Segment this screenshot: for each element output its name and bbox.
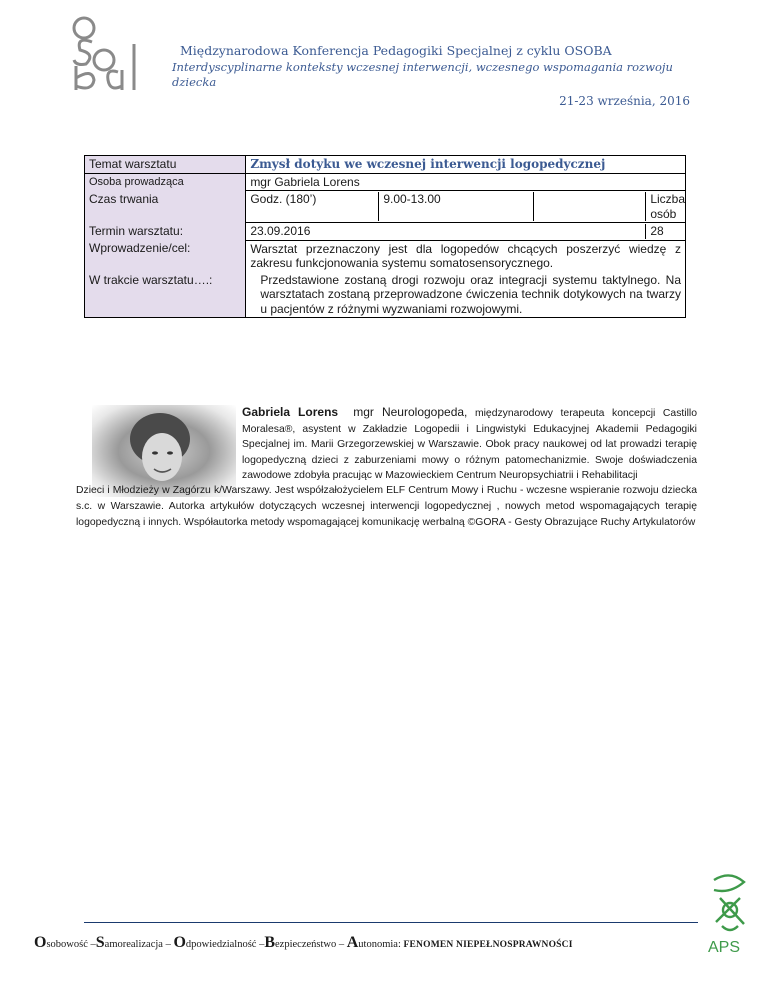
time-value: 9.00-13.00: [378, 192, 533, 221]
people-value: 28: [645, 224, 685, 239]
workshop-table: [84, 155, 686, 318]
footer-motto: Osobowość –Samorealizacja – Odpowiedzialność –Bezpieczeństwo – Autonomia: FENOMEN NIEPEŁNOSPRAWNOŚCI: [34, 934, 573, 951]
table-row: [85, 272, 686, 318]
duration-value: Godz. (180’): [250, 192, 317, 206]
people-label: Liczba osób: [645, 192, 685, 221]
table-row: [85, 223, 686, 241]
topic-label: Temat warsztatu: [85, 156, 246, 174]
table-row: [85, 173, 686, 191]
osoba-logo: [62, 14, 162, 94]
topic-value: Zmysł dotyku we wczesnej interwencji logopedycznej: [246, 156, 686, 174]
leader-label: Osoba prowadząca: [85, 173, 246, 191]
conference-title: Międzynarodowa Konferencja Pedagogiki Specjalnej z cyklu OSOBA: [180, 43, 612, 58]
bio-paragraph-1: międzynarodowy terapeuta koncepcji Castillo Moralesa®, asystent w Zakładzie Logopedii i Lingwistyki Edukacyjnej Akademii Pedagogiki Specjalnej im. Marii Grzegorzewskiej w Warszawie. Obok pracy naukowej od lat prowadzi terapię logopedyczną dzieci z zaburzeniami mowy o różnym patomechanizmie. Swoje doświadczenia zawodowe zdobyła pracując w Mazowieckiem Centrum Neuropsychiatrii i Rehabilitacji: [242, 408, 697, 482]
bio-text-float: [242, 405, 697, 484]
date-value: 23.09.2016: [250, 224, 311, 238]
conference-date: 21-23 września, 2016: [559, 94, 690, 108]
conference-subtitle: Interdyscyplinarne konteksty wczesnej interwencji, wczesnego wspomagania rozwoju dziecka: [172, 60, 673, 89]
duration-label: Czas trwania: [85, 191, 246, 223]
intro-label: Wprowadzenie/cel:: [85, 240, 246, 272]
aps-logo: [700, 864, 758, 964]
bio-title: mgr Neurologopeda,: [353, 405, 468, 419]
intro-value: Warsztat przeznaczony jest dla logopedów chcących poszerzyć wiedzę z zakresu funkcjonowania systemu somatosensorycznego.: [246, 240, 686, 272]
bio-name: Gabriela Lorens: [242, 405, 339, 419]
aps-logo-text: APS: [708, 939, 741, 956]
footer-divider: [84, 922, 698, 923]
table-row: [85, 156, 686, 174]
during-value: Przedstawione zostaną drogi rozwoju oraz integracji systemu taktylnego. Na warsztatach zostaną przeprowadzone ćwiczenia technik dotykowych na twarzy u pacjentów z różnymi wyzwaniami rozwojowymi.: [246, 272, 686, 318]
leader-value: mgr Gabriela Lorens: [246, 173, 686, 191]
svg-text:osoba: osoba: [62, 14, 65, 15]
bio-paragraph-2: Dzieci i Młodzieży w Zagórzu k/Warszawy. Jest współzałożycielem ELF Centrum Mowy i Ruchu - wczesne wspieranie rozwoju dziecka s.c. w Warszawie. Autorka artykułów dotyczących wczesnej interwencji logopedycznej , nowych metod wspomagających terapię logopedyczną i innych. Współautorka metody wspomagającej komunikację werbalną ©GORA - Gesty Obrazujące Ruchy Artykulatorów: [76, 485, 697, 528]
table-row: [85, 240, 686, 272]
table-row: [85, 191, 686, 223]
during-label: W trakcie warsztatu….:: [85, 272, 246, 318]
date-label: Termin warsztatu:: [85, 223, 246, 241]
